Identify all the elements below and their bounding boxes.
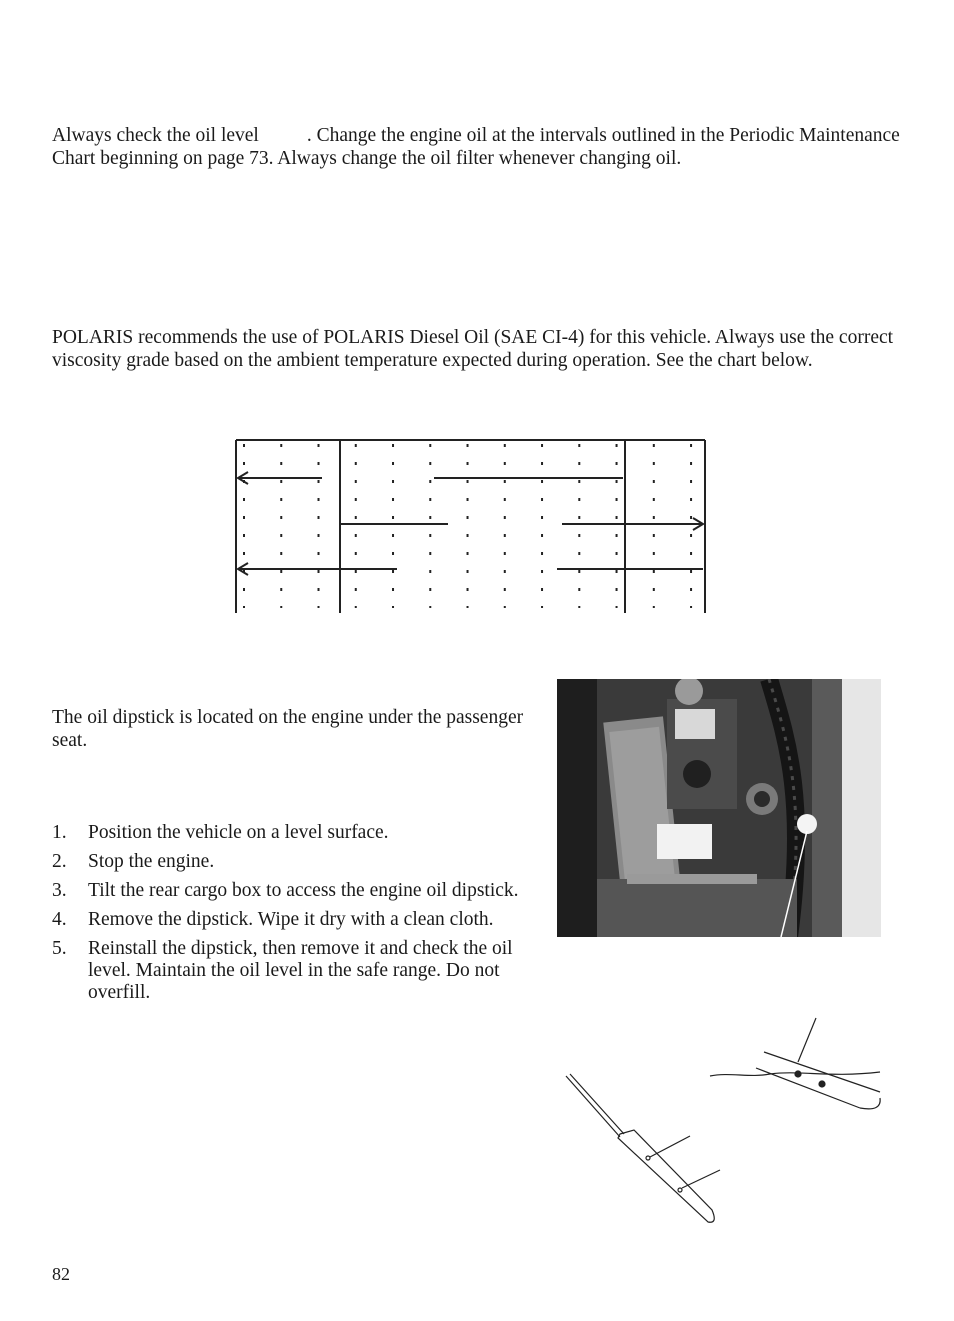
engine-compartment-photo xyxy=(557,679,881,937)
chart-range-bars xyxy=(238,472,703,575)
viscosity-chart xyxy=(230,432,710,616)
step-text: Remove the dipstick. Wipe it dry with a clean cloth. xyxy=(88,909,494,930)
step-number: 1. xyxy=(52,822,67,843)
closeup-callout xyxy=(798,1018,816,1062)
full-mark-callout xyxy=(650,1136,690,1157)
page-number: 82 xyxy=(52,1264,70,1284)
procedure-steps xyxy=(52,822,552,1011)
chart-frame xyxy=(236,440,705,613)
step-text: Tilt the rear cargo box to access the engine oil dipstick. xyxy=(88,880,519,901)
intro-paragraph xyxy=(52,124,912,170)
intro-text-end: . Change the engine oil at the intervals outlined in the Periodic Maintenance Chart beginning on page 73. Always change the oil filter whenever changing oil. xyxy=(52,125,900,169)
step-number: 5. xyxy=(52,938,67,959)
step-text: Position the vehicle on a level surface. xyxy=(88,822,389,843)
add-mark-callout xyxy=(682,1170,720,1188)
list-item xyxy=(52,851,552,873)
step-text: Reinstall the dipstick, then remove it and check the oil level. Maintain the oil level in the safe range. Do not overfill. xyxy=(88,938,513,1003)
list-item xyxy=(52,880,552,902)
location-paragraph: The oil dipstick is located on the engine under the passenger seat. xyxy=(52,707,524,751)
list-item xyxy=(52,822,552,844)
step-number: 2. xyxy=(52,851,67,872)
recommendation-paragraph: POLARIS recommends the use of POLARIS Diesel Oil (SAE CI-4) for this vehicle. Always use the correct viscosity grade based on the ambient temperature expected during operation. See the chart below. xyxy=(52,327,894,371)
list-item xyxy=(52,909,552,931)
list-item xyxy=(52,938,552,1004)
step-number: 3. xyxy=(52,880,67,901)
intro-text-start: Always check the oil level xyxy=(52,125,259,146)
step-text: Stop the engine. xyxy=(88,851,215,872)
step-number: 4. xyxy=(52,909,67,930)
dipstick-illustration xyxy=(560,1012,884,1232)
